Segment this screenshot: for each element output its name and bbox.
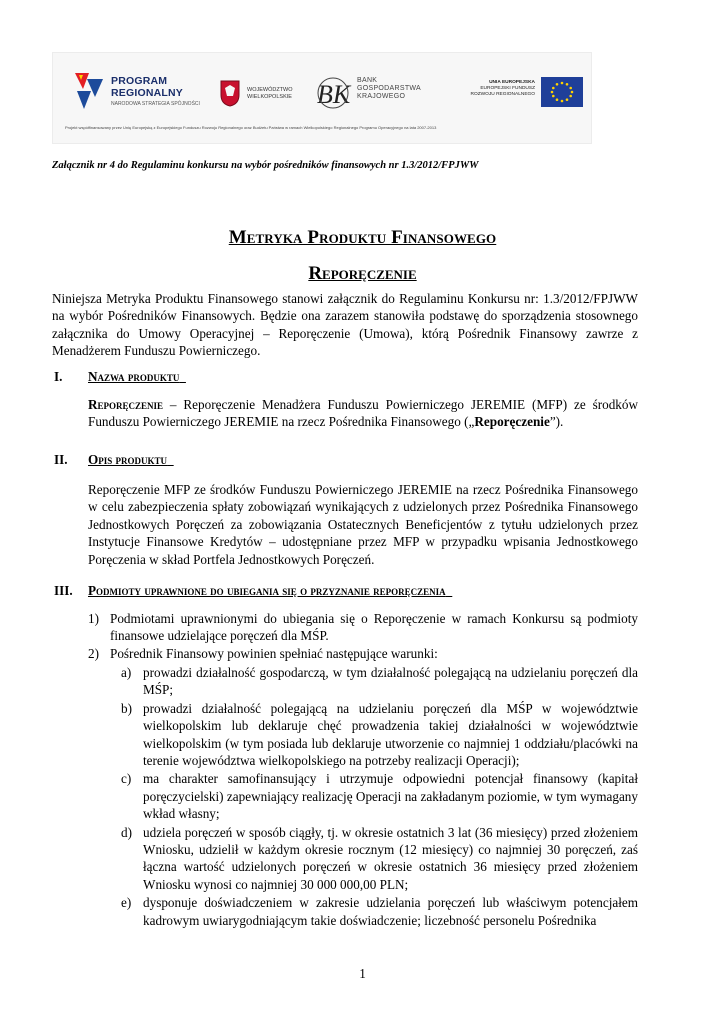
wojewodztwo-logo [219,79,299,109]
sublist-item [121,824,638,894]
sublist-marker: a) [121,665,132,680]
list-item-text: Pośrednik Finansowy powinien spełniać następujące warunki: [110,645,438,661]
sublist-item [121,664,638,699]
section-3-heading: Podmioty uprawnione do ubiegania się o przyznanie reporęczenia [88,583,446,598]
sublist-item-text: prowadzi działalność gospodarczą, w tym działalność polegającą na udzielaniu poręczeń dla MŚP; [143,665,638,698]
eu-logo [461,77,583,111]
attachment-line: Załącznik nr 4 do Regulaminu konkursu na wybór pośredników finansowych nr 1.3/2012/FPJWW [52,160,479,171]
program-line-1: PROGRAM [111,75,168,87]
sublist-marker: b) [121,700,132,716]
list-item [88,645,638,662]
svg-text:BK: BK [317,80,351,109]
section-2-text: Reporęczenie MFP ze środków Funduszu Powierniczego JEREMIE na rzecz Pośrednika Finansowego w celu zabezpieczenia spłaty zobowiązań wynikających z udzielonych przez Pośrednika Finansowego Jednostkowych Poręczeń za zobowiązania Ostatecznych Beneficjentów z tytułu udzielonych przez Instytucje Finansowe Kredytów – udostępniane przez MFP w przypadku wpisania Jednostkowego Poręczenia w skład Portfela Jednostkowych Poręczeń. [88,482,638,567]
wojewodztwo-crest-icon [219,79,241,107]
section-3-list [88,610,638,662]
sublist-item-text: dysponuje doświadczeniem w zakresie udzielania poręczeń lub właściwym potencjałem kadrowym uwiarygodniającym takie doświadczenie; liczebność personelu Pośrednika [143,895,638,928]
section-2-heading: Opis produktu [88,452,168,467]
section-2-number: II. [54,452,68,467]
sublist-marker: e) [121,895,132,911]
wojewodztwo-label: WOJEWÓDZTWO WIELKOPOLSKIE [247,87,293,100]
program-regionalny-logo [73,69,203,113]
intro-paragraph: Niniejsza Metryka Produktu Finansowego stanowi załącznik do Regulaminu Konkursu nr: 1.3/2012/FPJWW na wybór Pośredników Finansowych. Będzie ona zarazem stanowiła podstawę do sporządzenia stosownego załącznika do Umowy Operacyjnej – Reporęczenie (Umowa), którą Pośrednik Finansowy zawrze z Menadżerem Funduszu Powierniczego. [52,291,638,359]
sublist-item-text: udziela poręczeń w sposób ciągły, tj. w okresie ostatnich 3 lat (36 miesięcy) przed złożeniem Wniosku, udzielił w każdym okresie rocznym (12 miesięcy) co najmniej 30 poręczeń, zaś łączna wartość udzielonych poręczeń w okresie ostatnich 36 miesięcy przed złożeniem Wniosku wynosi co najmniej 30 000 000,00 PLN; [143,824,638,892]
program-line-3: NARODOWA STRATEGIA SPÓJNOŚCI [111,101,200,107]
section-1-body: – Reporęczenie Menadżera Funduszu Powierniczego JEREMIE (MFP) ze środków Funduszu Powierniczego JEREMIE na rzecz Pośrednika Finansowego („ [88,397,638,430]
bgk-monogram-icon [315,75,355,111]
section-1-number: I. [54,369,63,384]
section-3-number: III. [54,583,73,598]
list-item-text: Podmiotami uprawnionymi do ubiegania się o Reporęczenie w ramach Konkursu są podmioty finansowe udzielające poręczeń dla MŚP. [110,611,638,644]
section-1-heading: Nazwa produktu [88,369,180,384]
section-1-text [88,396,638,431]
sublist-item [121,894,638,929]
list-marker: 1) [88,611,99,626]
page-title: Metryka Produktu Finansowego [228,227,497,248]
banner-cofinancing-note: Projekt współfinansowany przez Unię Europejską z Europejskiego Funduszu Rozwoju Regionalnego oraz Budżetu Państwa w ramach Wielkopolskiego Regionalnego Programu Operacyjnego na lata 2007-2013 [65,125,437,130]
list-item [88,610,638,645]
list-marker: 2) [88,645,99,661]
sublist-item [121,700,638,770]
page-number: 1 [359,966,366,981]
sublist-marker: c) [121,771,132,787]
section-1-body-end: ”). [549,414,564,430]
sublist-item-text: ma charakter samofinansujący i utrzymuje odpowiedni potencjał finansowy (kapitał poręczycielski) zapewniający realizację Operacji na zakładanym poziomie, w tym wymagany wkład własny; [143,771,638,822]
sublist-marker: d) [121,824,132,840]
section-1-term-bold: Reporęczenie [474,414,550,430]
bgk-label: BANK GOSPODARSTWA KRAJOWEGO [357,77,422,100]
page-subtitle: Reporęczenie [308,263,417,284]
sublist-item-text: prowadzi działalność polegającą na udzielaniu poręczeń dla MŚP w województwie wielkopolskim lub deklaruje chęć prowadzenia takiej działalności w województwie wielkopolskim (w tym posiada lub deklaruje utworzenie co najmniej 1 oddziału/placówki na terenie województwa wielkopolskiego na potrzeby realizacji Operacji); [143,700,638,769]
logo-banner [52,52,592,144]
eu-fund: EUROPEJSKI FUNDUSZ ROZWOJU REGIONALNEGO [470,86,535,97]
section-1-term: Reporęczenie [88,397,164,412]
program-arrows-icon [73,69,107,113]
section-3-sublist [121,664,638,929]
program-line-2: REGIONALNY [111,87,184,99]
bgk-logo [315,75,445,111]
sublist-item [121,770,638,822]
eu-title: UNIA EUROPEJSKA [489,80,535,85]
eu-label [461,80,535,98]
eu-flag-icon [541,77,583,107]
